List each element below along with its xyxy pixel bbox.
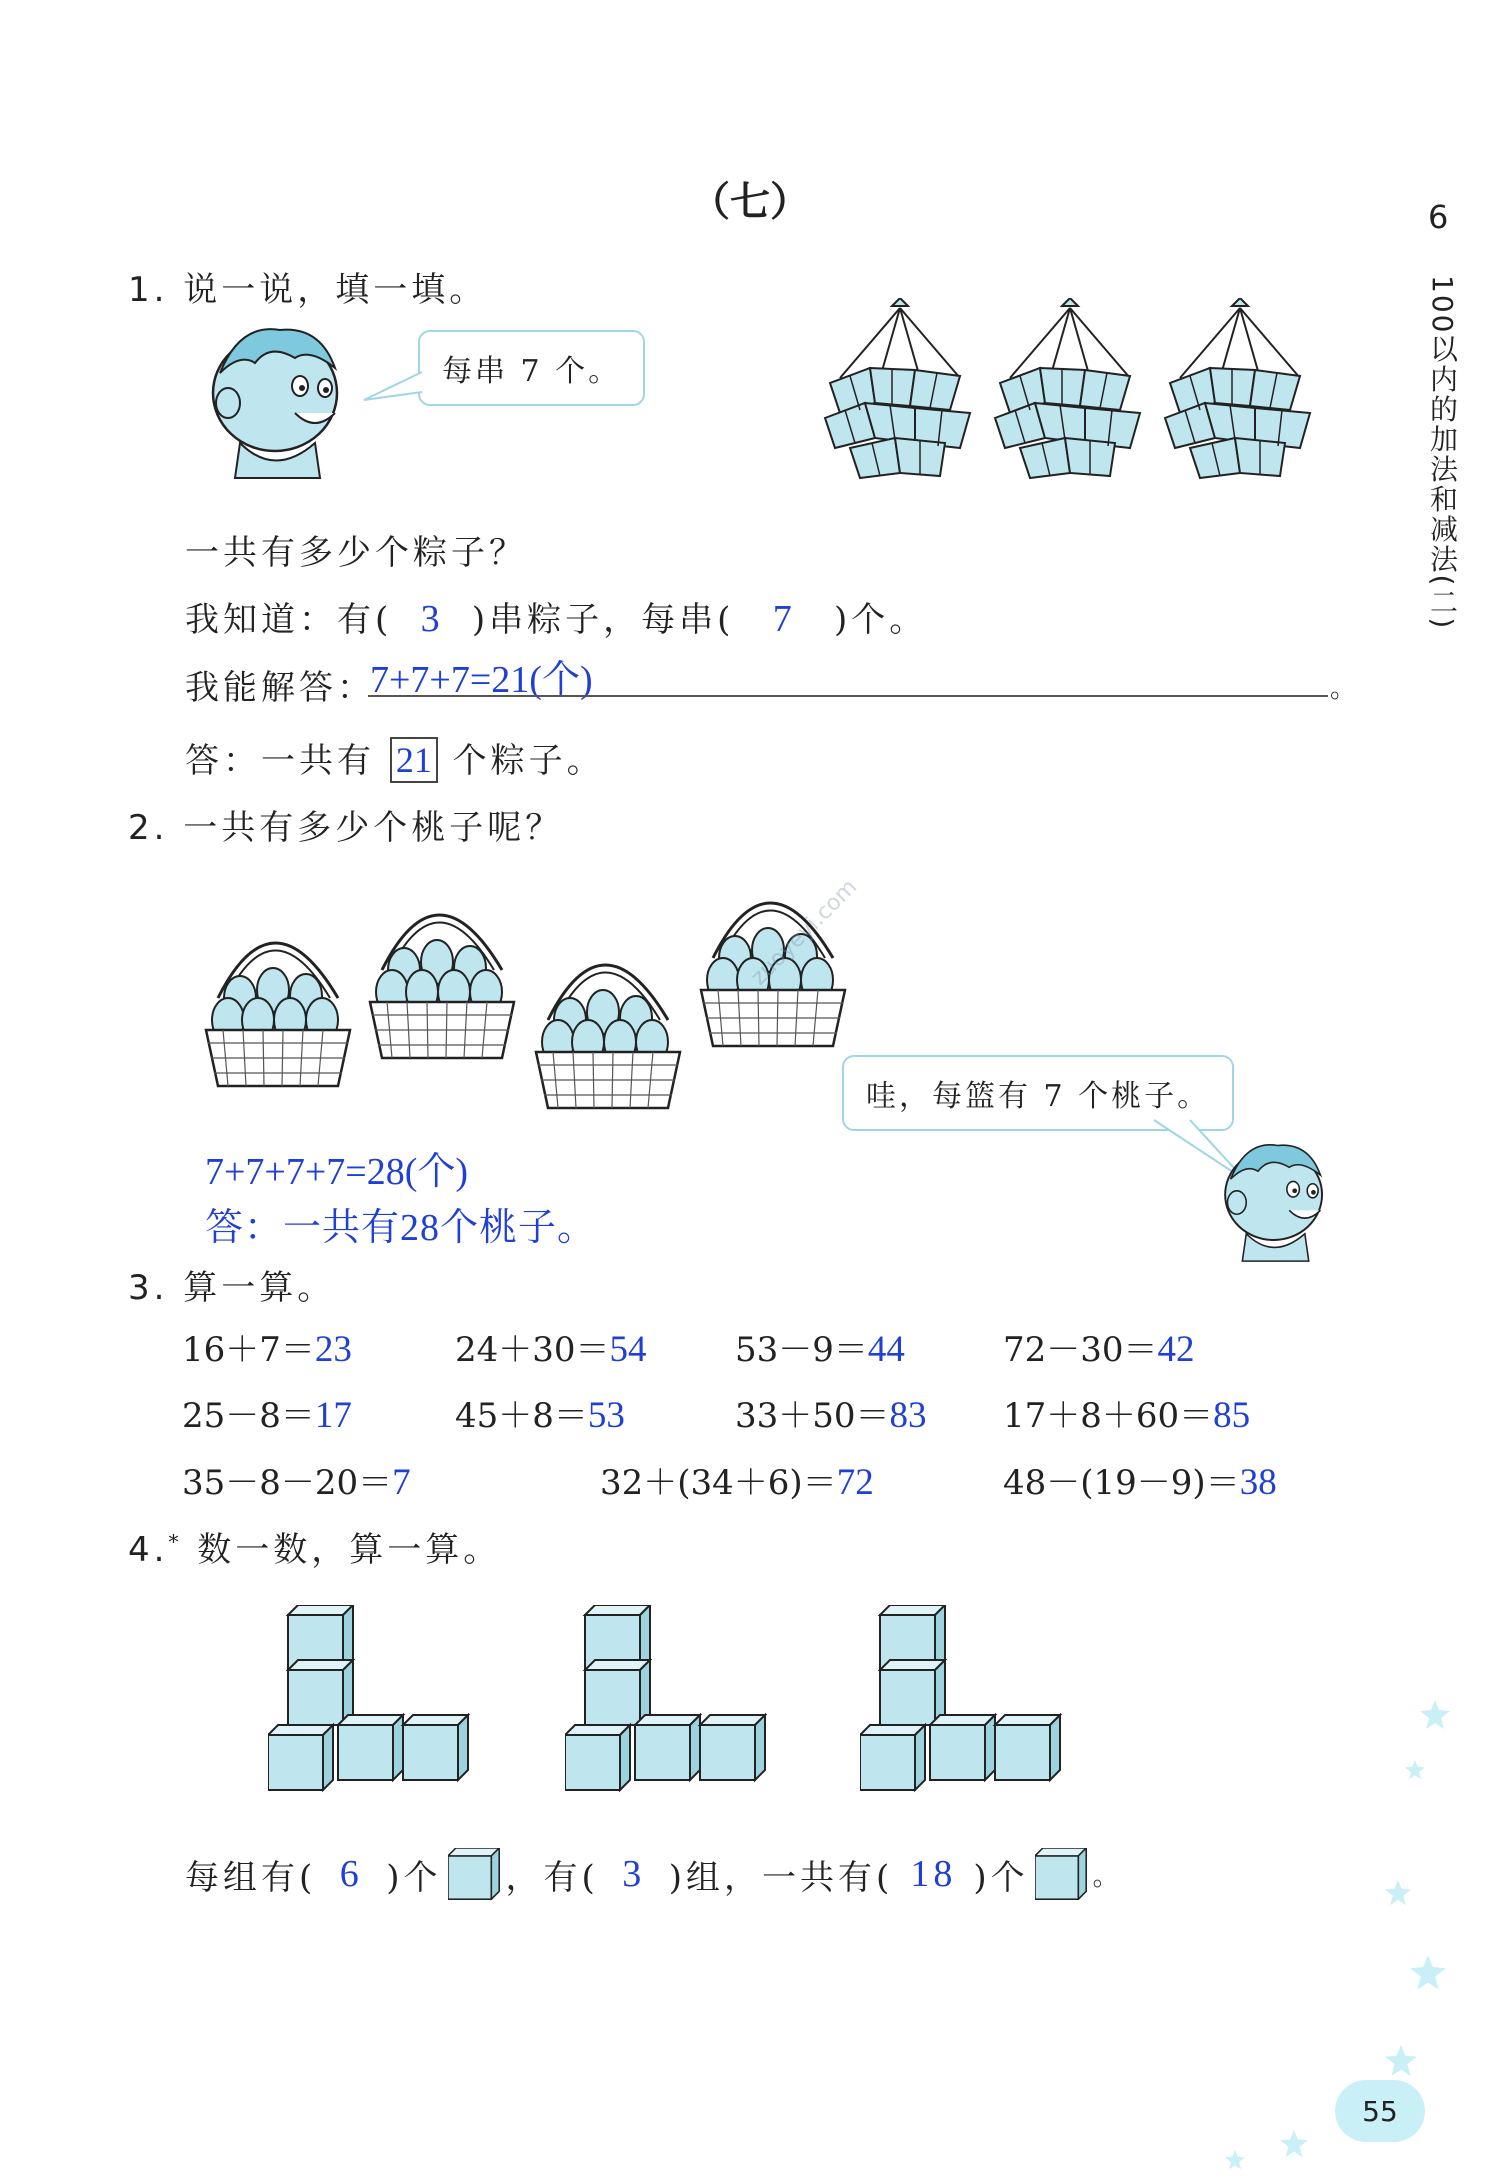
calc-r1c3 bbox=[735, 1322, 905, 1371]
answer-per-group: 6 bbox=[339, 1853, 363, 1895]
zongzi-bunch-2 bbox=[990, 298, 1150, 498]
speech-bubble-2: 哇，每篮有 7 个桃子。 bbox=[842, 1055, 1234, 1131]
q4-text-6: 。 bbox=[1092, 1861, 1123, 1892]
watermark: zuoyeyi.com bbox=[746, 874, 863, 991]
star-icon bbox=[1420, 1700, 1450, 1730]
small-cube-icon bbox=[1035, 1848, 1087, 1900]
calc-expression: 72－30＝ bbox=[1003, 1330, 1158, 1370]
q3-number: 3. bbox=[128, 1268, 169, 1308]
q4-text-3: ，有( bbox=[505, 1857, 599, 1898]
calc-r2c1 bbox=[182, 1388, 352, 1437]
q1-final bbox=[185, 733, 605, 783]
calc-expression: 33＋50＝ bbox=[735, 1396, 890, 1436]
q4-number: 4. bbox=[128, 1530, 169, 1570]
star-icon bbox=[1280, 2130, 1308, 2158]
page-number-badge bbox=[1335, 2080, 1425, 2142]
calc-expression: 16＋7＝ bbox=[182, 1330, 315, 1370]
final-prefix: 答：一共有 bbox=[185, 741, 375, 781]
bubble-tail-1 bbox=[362, 368, 424, 408]
calc-expression: 48－(19－9)＝ bbox=[1003, 1463, 1240, 1503]
unit-number: 6 bbox=[1428, 198, 1449, 236]
cube-group-3 bbox=[860, 1605, 1090, 1805]
calc-r1c4 bbox=[1003, 1322, 1195, 1371]
calc-answer: 44 bbox=[867, 1329, 905, 1370]
calc-answer: 53 bbox=[587, 1395, 625, 1436]
small-cube-icon bbox=[448, 1848, 500, 1900]
q4-text-5: )个 bbox=[973, 1857, 1029, 1898]
q4-star: * bbox=[168, 1529, 183, 1554]
speech-bubble-1: 每串 7 个。 bbox=[418, 330, 645, 406]
solve-answer: 7+7+7=21(个) bbox=[370, 659, 593, 701]
boy-illustration-2 bbox=[1215, 1135, 1340, 1270]
q4-text-1: 每组有( bbox=[185, 1857, 317, 1898]
solve-answer-line bbox=[368, 695, 1328, 697]
star-icon bbox=[1385, 2045, 1417, 2077]
calc-expression: 35－8－20＝ bbox=[182, 1463, 393, 1503]
basket-3 bbox=[528, 930, 688, 1120]
q1-know-line bbox=[185, 592, 927, 641]
q2-text: 一共有多少个桃子呢？ bbox=[183, 808, 564, 848]
know-mid: )串粽子，每串( bbox=[471, 600, 735, 640]
calc-r2c3 bbox=[735, 1388, 927, 1437]
calc-answer: 38 bbox=[1239, 1462, 1277, 1503]
calc-answer: 72 bbox=[836, 1462, 874, 1503]
calc-answer: 23 bbox=[314, 1329, 352, 1370]
zongzi-bunch-3 bbox=[1160, 298, 1320, 498]
calc-r3c2 bbox=[600, 1455, 874, 1504]
know-prefix: 我知道：有( bbox=[185, 600, 393, 640]
calc-answer: 83 bbox=[889, 1395, 927, 1436]
basket-1 bbox=[198, 908, 358, 1098]
calc-r3c1 bbox=[182, 1455, 411, 1504]
calc-r3c3 bbox=[1003, 1455, 1277, 1504]
star-icon bbox=[1410, 1955, 1446, 1991]
final-answer-box: 21 bbox=[390, 737, 438, 783]
star-icon bbox=[1405, 1760, 1425, 1780]
q4-heading bbox=[128, 1522, 501, 1571]
page-number: 55 bbox=[1362, 2094, 1398, 2128]
q2-answer-line2: 答：一共有28个桃子。 bbox=[205, 1207, 597, 1249]
page-title: （七） bbox=[690, 179, 810, 225]
q3-text: 算一算。 bbox=[183, 1268, 336, 1308]
solve-end: 。 bbox=[1330, 674, 1361, 704]
final-suffix: 个粽子。 bbox=[452, 741, 605, 781]
calc-expression: 17＋8＋60＝ bbox=[1003, 1396, 1214, 1436]
calc-expression: 24＋30＝ bbox=[455, 1330, 610, 1370]
star-icon bbox=[1225, 2150, 1245, 2170]
zongzi-bunch-1 bbox=[820, 298, 980, 498]
calc-answer: 54 bbox=[609, 1329, 647, 1370]
calc-r1c1 bbox=[182, 1322, 352, 1371]
q4-answer-line bbox=[185, 1848, 1123, 1900]
calc-r1c2 bbox=[455, 1322, 647, 1371]
calc-expression: 25－8＝ bbox=[182, 1396, 315, 1436]
q1-number: 1. bbox=[128, 270, 169, 310]
calc-answer: 7 bbox=[392, 1462, 411, 1503]
calc-expression: 45＋8＝ bbox=[455, 1396, 588, 1436]
q2-heading bbox=[128, 800, 563, 849]
know-suffix: )个。 bbox=[834, 600, 928, 640]
unit-title: 100以内的加法和减法(二) bbox=[1426, 275, 1459, 631]
answer-strings: 3 bbox=[420, 598, 444, 640]
cube-group-1 bbox=[268, 1605, 498, 1805]
cube-group-2 bbox=[565, 1605, 795, 1805]
calc-expression: 53－9＝ bbox=[735, 1330, 868, 1370]
calc-r2c2 bbox=[455, 1388, 625, 1437]
calc-answer: 42 bbox=[1157, 1329, 1195, 1370]
q3-heading bbox=[128, 1260, 335, 1309]
basket-2 bbox=[362, 880, 522, 1070]
q1-text: 说一说，填一填。 bbox=[183, 270, 488, 310]
q4-text: 数一数，算一算。 bbox=[197, 1530, 502, 1570]
answer-total: 18 bbox=[910, 1853, 957, 1895]
calc-answer: 17 bbox=[314, 1395, 352, 1436]
q2-answer-line1: 7+7+7+7=28(个) bbox=[205, 1151, 469, 1193]
star-icon bbox=[1385, 1880, 1411, 1906]
calc-expression: 32＋(34＋6)＝ bbox=[600, 1463, 837, 1503]
boy-illustration-1 bbox=[200, 318, 360, 488]
q4-text-2: )个 bbox=[386, 1857, 442, 1898]
q1-question: 一共有多少个粽子？ bbox=[185, 533, 527, 573]
answer-groups: 3 bbox=[622, 1853, 646, 1895]
solve-label: 我能解答： bbox=[185, 668, 375, 708]
q4-text-4: )组，一共有( bbox=[668, 1857, 894, 1898]
answer-per-string: 7 bbox=[772, 598, 796, 640]
q2-number: 2. bbox=[128, 808, 169, 848]
q1-heading bbox=[128, 262, 487, 311]
calc-r2c4 bbox=[1003, 1388, 1250, 1437]
calc-answer: 85 bbox=[1213, 1395, 1251, 1436]
